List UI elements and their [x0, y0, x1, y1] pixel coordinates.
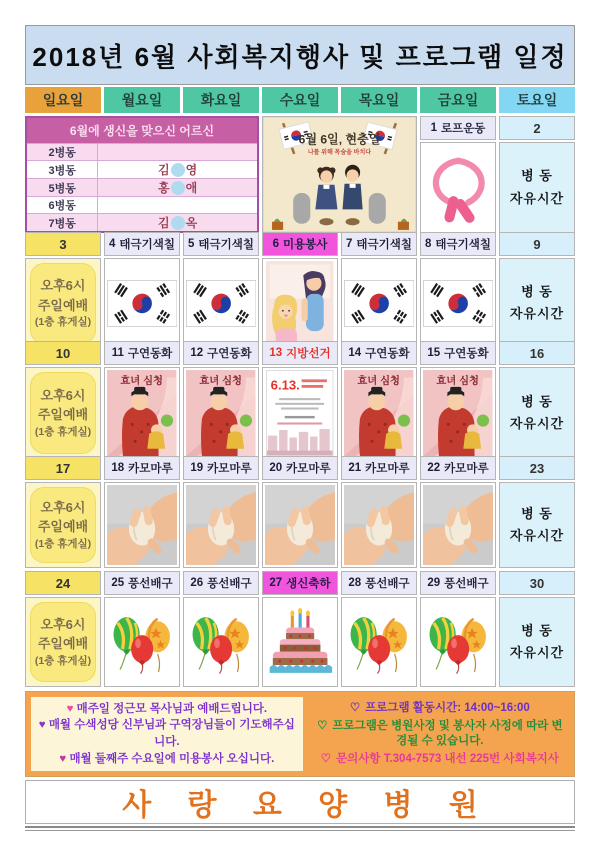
day-cell: [420, 456, 496, 568]
day-cell: [25, 341, 101, 459]
date-header: [262, 456, 338, 480]
balloons-image: [341, 597, 417, 687]
date-number: 13: [269, 347, 283, 359]
dough-kneading-graphic: [344, 485, 414, 566]
date-number: 20: [269, 462, 283, 474]
day-cell: [25, 456, 101, 568]
date-header: [183, 232, 259, 256]
dow-tuesday: 화요일: [183, 87, 259, 113]
event-label: 풍선배구: [128, 578, 173, 590]
worship-text: 주일예배: [37, 297, 89, 313]
day-cell: [420, 571, 496, 687]
date-header: [262, 232, 338, 256]
day-cell: [341, 456, 417, 568]
taegukgi-flag-graphic: [107, 280, 177, 327]
event-label: 태극기색칠: [435, 239, 491, 251]
note-text: 프로그램은 병원사정 및 봉사자 사정에 따라 변경될 수 있습니다.: [332, 720, 563, 747]
day-cell: [420, 116, 496, 233]
day-cell: [341, 571, 417, 687]
event-label: 미용봉사: [282, 239, 328, 251]
exercise-rope-graphic: [423, 149, 493, 226]
date-number: 3: [59, 236, 67, 252]
note-text: 매월 둘째주 수요일에 미용봉사 오십니다.: [69, 752, 275, 765]
privacy-mask: [171, 181, 185, 195]
worship-text: (1층 휴게실): [34, 425, 92, 438]
election-poster-image: [262, 367, 338, 459]
note-text: 프로그램 활동시간: 14:00~16:00: [365, 701, 530, 714]
free-time-text: 자유시간: [509, 306, 565, 322]
event-label: 카모마루: [365, 463, 410, 475]
free-time-text: 자유시간: [509, 645, 565, 660]
day-cell: [420, 232, 496, 349]
ward-free-time-cell: [499, 597, 575, 687]
name-part: 옥: [185, 216, 198, 230]
resident-name: [98, 197, 257, 213]
worship-text: 오후6시: [40, 499, 86, 515]
memorial-subtitle: 나를 위해 목숨을 바치다: [307, 148, 372, 156]
event-label: 풍선배구: [365, 578, 410, 590]
hospital-name: 사 랑 요 양 병 원: [25, 780, 575, 824]
birthday-row: [27, 143, 257, 160]
date-header: [183, 571, 259, 595]
notes-left-box: [31, 697, 303, 771]
event-label: 구연동화: [444, 348, 489, 360]
birthday-row: [27, 196, 257, 213]
worship-note: [30, 602, 96, 682]
free-time-text: 병 동: [521, 505, 553, 521]
worship-text: (1층 휴게실): [34, 654, 92, 667]
dow-friday: 금요일: [420, 87, 496, 113]
birthday-row: [27, 213, 257, 231]
book-title: 효녀 심청: [120, 375, 164, 387]
date-number: 5: [188, 238, 195, 250]
date-number: 9: [533, 236, 541, 252]
ward-free-time-cell: [499, 482, 575, 568]
dow-thursday: 목요일: [341, 87, 417, 113]
birthday-row: [27, 160, 257, 178]
date-number: 21: [348, 462, 362, 474]
worship-text: 오후6시: [40, 616, 86, 632]
balloons-image: [104, 597, 180, 687]
date-number: 28: [348, 577, 362, 589]
name-part: 김: [158, 163, 170, 177]
date-number: 25: [111, 577, 125, 589]
worship-note: [30, 487, 96, 563]
event-label: 태극기색칠: [119, 239, 175, 251]
date-number: 16: [529, 345, 545, 361]
date-number: 29: [427, 577, 441, 589]
privacy-mask: [171, 163, 185, 177]
day-cell: [420, 341, 496, 459]
dow-monday: 월요일: [104, 87, 180, 113]
day-cell: [341, 341, 417, 459]
date-header: [104, 571, 180, 595]
free-time-text: 자유시간: [509, 190, 565, 206]
date-header: [25, 232, 101, 256]
date-header: [104, 232, 180, 256]
ward-free-time-cell: [499, 142, 575, 233]
birthday-table: [25, 116, 259, 233]
sunday-worship-cell: [25, 258, 101, 349]
free-time-text: 병 동: [521, 622, 553, 638]
note-line: [313, 701, 567, 716]
note-text: 문의사항 T.304-7573 내선 225번 사회복지사: [336, 753, 559, 766]
week-row-4: [25, 456, 575, 568]
event-label: 카모마루: [444, 463, 489, 475]
date-header: [341, 571, 417, 595]
date-number: 6: [272, 238, 279, 250]
day-cell: [499, 116, 575, 233]
event-label: 카모마루: [207, 463, 252, 475]
event-label: 지방선거: [286, 348, 331, 360]
date-number: 27: [269, 577, 283, 589]
heart-icon: ♥: [66, 702, 74, 715]
date-number: 2: [533, 120, 541, 136]
storybook-image: [341, 367, 417, 459]
event-label: 태극기색칠: [356, 239, 412, 251]
date-header: [104, 341, 180, 365]
day-cell: [499, 456, 575, 568]
ward-label: 6병동: [27, 197, 98, 213]
date-header: [420, 456, 496, 480]
balloons-image: [420, 597, 496, 687]
taegukgi-flag-graphic: [423, 280, 493, 327]
storybook-cover-graphic: [423, 370, 492, 456]
heart-outline-icon: ♡: [317, 720, 328, 733]
event-label: 풍선배구: [444, 578, 489, 590]
worship-text: 주일예배: [37, 636, 89, 652]
storybook-image: [420, 367, 496, 459]
balloons-graphic: [344, 609, 414, 674]
day-cell: [262, 232, 338, 349]
date-header: [25, 456, 101, 480]
event-label: 구연동화: [365, 348, 410, 360]
week-row-3: [25, 341, 575, 453]
birthday-row: [27, 178, 257, 196]
date-header: [420, 341, 496, 365]
heart-icon: ♥: [38, 719, 46, 732]
bottom-divider: [25, 826, 575, 831]
date-header: [420, 232, 496, 256]
heart-outline-icon: ♡: [320, 753, 332, 766]
memorial-title: 6월 6일, 현충일: [298, 132, 381, 147]
day-cell: [499, 341, 575, 459]
balloons-image: [183, 597, 259, 687]
date-header: [499, 456, 575, 480]
date-header: [341, 341, 417, 365]
name-part: 애: [185, 181, 198, 195]
date-header: [499, 571, 575, 595]
day-cell: [25, 232, 101, 349]
note-line: [35, 717, 299, 750]
date-header: [25, 341, 101, 365]
worship-note: [30, 263, 96, 344]
day-cell: [183, 571, 259, 687]
date-header: [499, 341, 575, 365]
date-header: [420, 116, 496, 140]
taegukgi-flag-graphic: [344, 280, 414, 327]
storybook-cover-graphic: [344, 370, 413, 456]
day-cell: [499, 232, 575, 349]
date-number: 14: [348, 347, 362, 359]
clay-dough-image: [341, 482, 417, 568]
week-row-1: [25, 116, 575, 229]
day-cell: [262, 341, 338, 459]
date-header: [262, 571, 338, 595]
worship-note: [30, 372, 96, 454]
note-line: [313, 752, 567, 767]
event-label: 카모마루: [286, 463, 331, 475]
day-cell: [104, 341, 180, 459]
ward-label: 2병동: [27, 144, 98, 160]
day-cell: [183, 232, 259, 349]
date-number: 7: [346, 238, 353, 250]
day-cell: [262, 456, 338, 568]
storybook-cover-graphic: [186, 370, 255, 456]
date-number: 10: [55, 345, 71, 361]
event-label: 구연동화: [127, 348, 173, 360]
date-header: [341, 456, 417, 480]
clay-dough-image: [104, 482, 180, 568]
note-text: 매주일 정근모 목사님과 예배드립니다.: [76, 702, 268, 715]
notes-right-box: [311, 697, 569, 771]
heart-icon: ♥: [59, 752, 67, 765]
book-title: 효녀 심청: [357, 375, 401, 387]
day-cell: [104, 456, 180, 568]
date-number: 17: [55, 460, 71, 476]
sunday-worship-cell: [25, 367, 101, 459]
date-header: [183, 341, 259, 365]
worship-text: 주일예배: [37, 407, 89, 423]
storybook-image: [104, 367, 180, 459]
name-part: 영: [185, 163, 198, 177]
ward-free-time-cell: [499, 258, 575, 349]
date-header: [262, 341, 338, 365]
worship-text: 오후6시: [40, 387, 86, 403]
note-line: [35, 701, 299, 718]
event-label: 카모마루: [128, 463, 173, 475]
date-header: [104, 456, 180, 480]
election-poster-graphic: [266, 370, 333, 456]
date-number: 12: [190, 347, 204, 359]
date-number: 22: [427, 462, 441, 474]
taegukgi-image: [341, 258, 417, 349]
book-title: 효녀 심청: [436, 375, 480, 387]
taegukgi-image: [104, 258, 180, 349]
date-number: 24: [55, 575, 71, 591]
day-cell: [25, 571, 101, 687]
taegukgi-flag-graphic: [186, 280, 256, 327]
name-part: 김: [158, 216, 170, 230]
note-text: 매월 수색성당 신부님과 구역장님들이 기도해주십니다.: [48, 719, 295, 748]
storybook-cover-graphic: [107, 370, 176, 456]
dough-kneading-graphic: [186, 485, 256, 566]
day-cell: [341, 232, 417, 349]
date-number: 4: [109, 238, 116, 250]
week-row-2: [25, 232, 575, 338]
date-number: 18: [111, 462, 125, 474]
dow-wednesday: 수요일: [262, 87, 338, 113]
day-cell: [262, 571, 338, 687]
clay-dough-image: [420, 482, 496, 568]
date-number: 15: [427, 347, 441, 359]
ward-label: 5병동: [27, 179, 98, 196]
event-label: 생신축하: [286, 578, 331, 590]
beauty-service-graphic: [266, 261, 333, 346]
resident-name: [98, 144, 257, 160]
taegukgi-image: [420, 258, 496, 349]
free-time-text: 자유시간: [509, 528, 565, 543]
beauty-service-image: [262, 258, 338, 349]
date-header: [420, 571, 496, 595]
date-header: [499, 116, 575, 140]
jump-rope-image: [420, 142, 496, 233]
clay-dough-image: [183, 482, 259, 568]
date-number: 11: [111, 347, 124, 359]
balloons-graphic: [423, 609, 493, 674]
balloons-graphic: [107, 609, 177, 674]
day-of-week-row: [25, 87, 575, 113]
date-number: 8: [425, 238, 432, 250]
dough-kneading-graphic: [423, 485, 493, 566]
event-label: 태극기색칠: [198, 239, 254, 251]
worship-text: (1층 휴게실): [34, 537, 92, 550]
resident-name: [98, 161, 257, 178]
ward-free-time-cell: [499, 367, 575, 459]
heart-outline-icon: ♡: [349, 701, 361, 714]
event-label: 구연동화: [207, 348, 252, 360]
free-time-text: 자유시간: [509, 415, 565, 431]
notes-section: [25, 691, 575, 777]
date-number: 23: [529, 460, 545, 476]
date-number: 30: [529, 575, 545, 591]
sunday-worship-cell: [25, 482, 101, 568]
day-cell: [104, 571, 180, 687]
dough-kneading-graphic: [265, 485, 335, 566]
note-line: [35, 751, 299, 768]
resident-name: [98, 214, 257, 231]
memorial-day-image: [262, 116, 417, 233]
name-part: 홍: [158, 181, 170, 195]
privacy-mask: [171, 216, 185, 230]
ward-label: 7병동: [27, 214, 98, 231]
dough-kneading-graphic: [107, 485, 177, 566]
date-header: [499, 232, 575, 256]
worship-text: 주일예배: [37, 519, 89, 535]
birthday-cake-image: [262, 597, 338, 687]
day-cell: [104, 232, 180, 349]
event-label: 로프운동: [440, 123, 486, 135]
sunday-worship-cell: [25, 597, 101, 687]
taegukgi-image: [183, 258, 259, 349]
dow-saturday: 토요일: [499, 87, 575, 113]
ward-label: 3병동: [27, 161, 98, 178]
date-header: [341, 232, 417, 256]
birthday-table-title: 6월에 생신을 맞으신 어르신: [27, 118, 257, 143]
free-time-text: 병 동: [521, 284, 553, 300]
date-number: 26: [190, 577, 204, 589]
worship-text: 오후6시: [40, 278, 86, 294]
day-cell: [183, 456, 259, 568]
resident-name: [98, 179, 257, 196]
day-cell: [499, 571, 575, 687]
balloons-graphic: [186, 609, 256, 674]
date-header: [183, 456, 259, 480]
event-label: 풍선배구: [207, 578, 252, 590]
election-date: 6.13.: [270, 377, 301, 393]
free-time-text: 병 동: [521, 168, 553, 184]
date-number: 1: [430, 122, 437, 134]
worship-text: (1층 휴게실): [34, 316, 92, 329]
birthday-cake-graphic: [265, 608, 335, 677]
note-line: [313, 719, 567, 749]
date-header: [25, 571, 101, 595]
page-title: 2018년 6월 사회복지행사 및 프로그램 일정: [25, 25, 575, 85]
clay-dough-image: [262, 482, 338, 568]
date-number: 19: [190, 462, 204, 474]
book-title: 효녀 심청: [199, 375, 243, 387]
dow-sunday: 일요일: [25, 87, 101, 113]
storybook-image: [183, 367, 259, 459]
day-cell: [183, 341, 259, 459]
free-time-text: 병 동: [521, 393, 553, 409]
week-row-5: [25, 571, 575, 687]
